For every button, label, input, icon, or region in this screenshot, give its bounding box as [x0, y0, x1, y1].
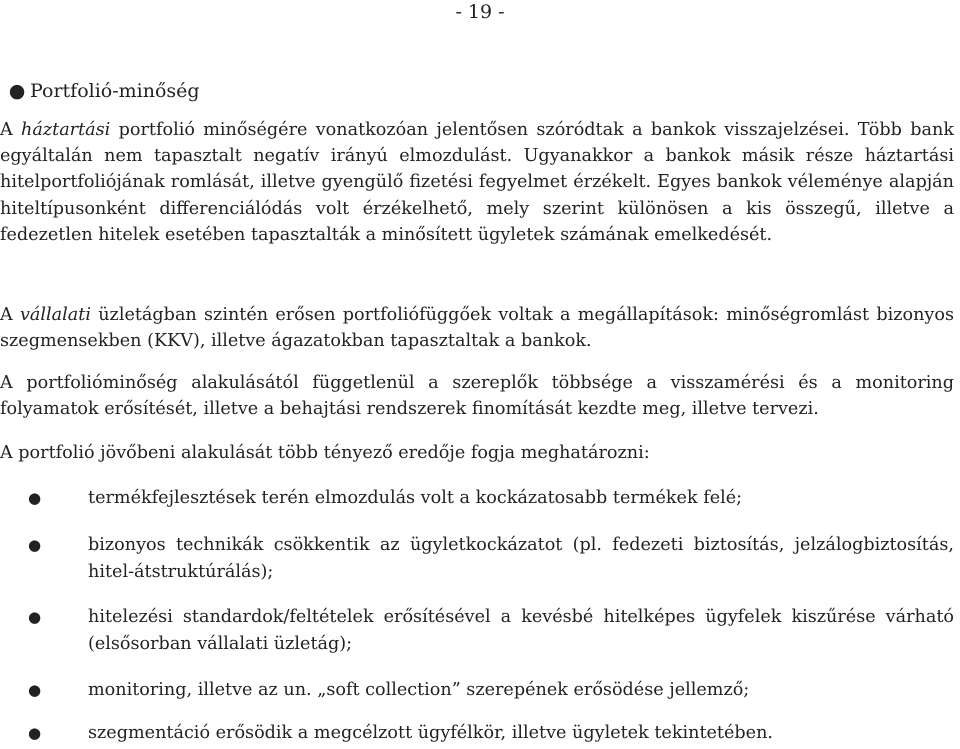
paragraph-household: A háztartási portfolió minőségére vonatkozóan jelentősen szóródtak a bankok visszajelzései. Több bank egyáltalán nem tapasztalt negatív irányú elmozdulást. Ugyanakkor a bankok másik része háztartási hitelportfoliójának romlását, illetve gyengülő fizetési fegyelmet érzékelt. Egyes bankok véleménye alapján hiteltípusonként differenciálódás volt érzékelhető, mely szerint különösen a kis összegű, illetve a fedezetlen hitelek esetében tapasztalták a minősített ügyletek számának emelkedését. — [0, 120, 954, 245]
bullet-icon: ● — [28, 724, 42, 742]
section-heading — [4, 78, 200, 104]
list-item: ● szegmentáció erősödik a megcélzott ügyfélkör, illetve ügyletek tekintetében. — [0, 720, 954, 747]
paragraph-corporate: A vállalati üzletágban szintén erősen portfoliófüggőek voltak a megállapítások: minőségromlást bizonyos szegmensekben (KKV), illetve ágazatokban tapasztaltak a bankok. — [0, 305, 954, 352]
bullet-icon: ● — [28, 536, 42, 554]
bullet-icon: ● — [28, 608, 42, 626]
list-item: ● hitelezési standardok/feltételek erősítésével a kevésbé hitelképes ügyfelek kiszűrése várható (elsősorban vállalati üzletág); — [0, 604, 954, 657]
list-item: ● monitoring, illetve az un. „soft collection” szerepének erősödése jellemző; — [0, 677, 954, 704]
paragraph-factors-intro: A portfolió jövőbeni alakulását több tényező eredője fogja meghatározni: — [0, 443, 650, 463]
list-item: ● termékfejlesztések terén elmozdulás volt a kockázatosabb termékek felé; — [0, 485, 954, 512]
bullet-icon: ● — [28, 489, 42, 507]
bullet-icon: ● — [28, 681, 42, 699]
section-heading-text: Portfolió-minőség — [30, 80, 200, 102]
emphasis-corporate: vállalati — [19, 305, 91, 325]
paragraph-monitoring: A portfolióminőség alakulásától függetlenül a szereplők többsége a visszamérési és a monitoring folyamatok erősítését, illetve a behajtási rendszerek finomítását kezdte meg, illetve tervezi. — [0, 373, 954, 420]
page-number: - 19 - — [455, 1, 505, 23]
emphasis-household: háztartási — [21, 120, 111, 140]
list-item: ● bizonyos technikák csökkentik az ügyletkockázatot (pl. fedezeti biztosítás, jelzálogbiztosítás, hitel-átstruktúrálás); — [0, 532, 954, 585]
bullet-icon: ● — [8, 80, 26, 102]
